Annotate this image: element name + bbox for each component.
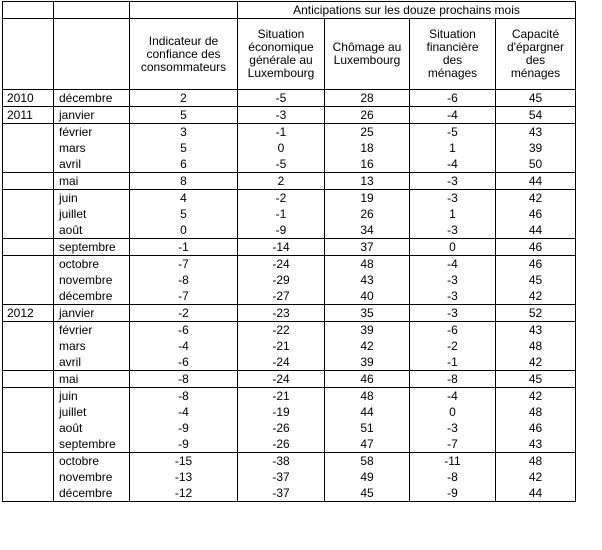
value-cell (238, 453, 325, 502)
value: 2 (180, 91, 187, 105)
super-header: Anticipations sur les douze prochains mois (238, 2, 576, 19)
year-cell (3, 190, 54, 239)
month-label: octobre (59, 257, 100, 271)
value: 0 (180, 223, 187, 237)
value: -4 (178, 405, 189, 419)
table-row-group (3, 305, 576, 322)
value-cell (325, 190, 410, 239)
value-cell (410, 124, 496, 173)
super-header-row (3, 2, 576, 19)
value-cell (238, 305, 325, 322)
value-cell (130, 388, 238, 453)
value-cell (410, 256, 496, 305)
column-header (410, 19, 496, 90)
value: 42 (528, 389, 543, 403)
value: 47 (360, 437, 374, 451)
value: 48 (528, 405, 543, 419)
value-cell (496, 371, 576, 388)
month-label: janvier (59, 108, 95, 122)
month-label: décembre (59, 486, 113, 500)
value-cell (496, 239, 576, 256)
year-cell (3, 124, 54, 173)
value-cell (130, 107, 238, 124)
value: 1 (449, 141, 456, 155)
value: -7 (178, 257, 189, 271)
value: -9 (275, 223, 287, 237)
year-label (7, 124, 53, 140)
value-cell (238, 256, 325, 305)
value-cell (238, 90, 325, 107)
value: -11 (444, 454, 461, 468)
value-cell (130, 322, 238, 371)
value-cell (130, 256, 238, 305)
value: 42 (528, 289, 543, 303)
value: -8 (447, 372, 458, 386)
year-cell (3, 256, 54, 305)
month-label: août (59, 223, 83, 237)
year-label (7, 239, 53, 255)
year-label (7, 453, 53, 469)
value-cell (325, 173, 410, 190)
month-label: septembre (59, 240, 116, 254)
column-header-line: confiance des (146, 46, 221, 61)
year-cell (3, 322, 54, 371)
value: 42 (360, 339, 374, 353)
table-row-group (3, 190, 576, 239)
value: -37 (272, 470, 290, 484)
value: -4 (447, 108, 458, 122)
month-label: juin (59, 389, 78, 403)
month-label: novembre (59, 470, 113, 484)
value: -12 (174, 486, 193, 500)
year-cell (3, 107, 54, 124)
value: 42 (528, 470, 543, 484)
value-cell (238, 388, 325, 453)
value: 39 (360, 323, 374, 337)
value: 26 (360, 108, 374, 122)
value: -2 (447, 339, 458, 353)
value: -5 (275, 157, 287, 171)
value: -4 (447, 389, 458, 403)
value: 37 (360, 240, 374, 254)
month-label: mars (59, 339, 86, 353)
corner-cell-year (3, 2, 54, 19)
month-cell (54, 371, 130, 388)
value: -9 (178, 421, 189, 435)
value: -8 (178, 389, 189, 403)
value: 51 (360, 421, 374, 435)
column-header-line: Indicateur de (148, 33, 219, 48)
confidence-table (2, 1, 576, 502)
value: -8 (178, 372, 189, 386)
value: -3 (275, 108, 287, 122)
value: 44 (528, 486, 543, 500)
value: 54 (528, 108, 543, 122)
month-cell (54, 239, 130, 256)
header-empty-year (3, 19, 54, 90)
value: -3 (447, 289, 458, 303)
value: 46 (528, 240, 543, 254)
value-cell (410, 239, 496, 256)
value: -7 (447, 437, 458, 451)
column-header-line: ménages (427, 66, 478, 80)
value: 46 (528, 421, 543, 435)
value: 25 (360, 125, 374, 139)
value: -23 (272, 306, 290, 320)
column-header-line: Luxembourg (247, 66, 315, 80)
value: 46 (360, 372, 374, 386)
month-label: juin (59, 191, 78, 205)
value: 42 (528, 191, 543, 205)
value: 43 (360, 273, 374, 287)
month-label: mai (59, 372, 79, 386)
month-label: octobre (59, 454, 100, 468)
value-cell (130, 371, 238, 388)
value: 5 (180, 108, 187, 122)
value-cell (410, 305, 496, 322)
column-header (238, 19, 325, 90)
value: 58 (360, 454, 374, 468)
value: -1 (178, 240, 189, 254)
month-cell (54, 190, 130, 239)
table-row-group (3, 90, 576, 107)
value-cell (496, 190, 576, 239)
column-header-line: Situation (257, 27, 305, 41)
value-cell (130, 305, 238, 322)
month-label: avril (59, 157, 82, 171)
value-cell (410, 371, 496, 388)
value: 5 (180, 207, 187, 221)
month-label: février (59, 125, 93, 139)
value: -1 (275, 207, 287, 221)
value-cell (496, 173, 576, 190)
column-header-row (3, 19, 576, 90)
value: 52 (528, 306, 543, 320)
month-label: septembre (59, 437, 116, 451)
month-cell (54, 256, 130, 305)
value: -5 (275, 91, 287, 105)
value: 0 (449, 240, 456, 254)
value: 13 (360, 174, 374, 188)
value-cell (325, 305, 410, 322)
month-cell (54, 388, 130, 453)
value-cell (325, 371, 410, 388)
year-label (7, 388, 53, 404)
value-cell (496, 256, 576, 305)
value: -2 (275, 191, 287, 205)
table-row-group (3, 453, 576, 502)
value: 0 (277, 141, 285, 155)
month-label: décembre (59, 289, 113, 303)
column-header-line: Chômage au (332, 40, 402, 54)
value-cell (130, 453, 238, 502)
value: -8 (447, 470, 458, 484)
value-cell (325, 90, 410, 107)
value: 49 (360, 470, 374, 484)
column-header-line: financière (426, 40, 479, 54)
value: 1 (449, 207, 456, 221)
value: 44 (528, 174, 543, 188)
month-label: avril (59, 355, 82, 369)
value: -7 (178, 289, 189, 303)
value: -1 (275, 125, 287, 139)
value: -3 (447, 273, 458, 287)
value: 48 (360, 389, 374, 403)
value: 44 (360, 405, 374, 419)
month-label: janvier (59, 306, 95, 320)
value: -37 (272, 486, 290, 500)
table-row-group (3, 124, 576, 173)
value: -15 (174, 454, 193, 468)
value-cell (238, 190, 325, 239)
value-cell (238, 124, 325, 173)
value: 44 (528, 223, 543, 237)
value: -4 (178, 339, 189, 353)
value-cell (130, 124, 238, 173)
month-label: juillet (59, 207, 87, 221)
year-label: 2012 (7, 306, 34, 320)
value-cell (325, 388, 410, 453)
value: -24 (272, 355, 290, 369)
value-cell (410, 90, 496, 107)
value-cell (410, 322, 496, 371)
value: -5 (447, 125, 458, 139)
year-label: 2010 (7, 91, 34, 105)
value-cell (410, 190, 496, 239)
value: -38 (272, 454, 290, 468)
value-cell (496, 107, 576, 124)
value: 39 (360, 355, 374, 369)
value: 48 (360, 257, 374, 271)
value-cell (130, 173, 238, 190)
value: 40 (360, 289, 374, 303)
value: 18 (360, 141, 374, 155)
value: -4 (447, 257, 458, 271)
value: -27 (272, 289, 290, 303)
header-empty-month (54, 19, 130, 90)
value: 42 (528, 355, 543, 369)
year-cell (3, 305, 54, 322)
column-header-line: Luxembourg (333, 53, 401, 67)
value-cell (496, 305, 576, 322)
column-header-line: d'épargner (507, 40, 564, 54)
value-cell (238, 239, 325, 256)
column-header-line: Situation (429, 27, 476, 41)
value: -24 (272, 257, 290, 271)
value-cell (496, 124, 576, 173)
value-cell (325, 453, 410, 502)
value: -6 (447, 91, 458, 105)
value-cell (130, 239, 238, 256)
value-cell (325, 107, 410, 124)
year-cell (3, 388, 54, 453)
value-cell (496, 90, 576, 107)
value: -6 (178, 355, 189, 369)
table-row-group (3, 256, 576, 305)
value: -3 (447, 191, 458, 205)
value: -14 (272, 240, 290, 254)
year-label (7, 256, 53, 272)
table-row-group (3, 173, 576, 190)
month-cell (54, 173, 130, 190)
month-label: mars (59, 141, 86, 155)
table-row-group (3, 388, 576, 453)
value: 45 (528, 91, 543, 105)
value: 50 (528, 157, 543, 171)
year-cell (3, 371, 54, 388)
corner-cell-indicator (130, 2, 238, 19)
value-cell (325, 124, 410, 173)
column-header-line: des (525, 53, 546, 67)
value-cell (410, 107, 496, 124)
value: 16 (360, 157, 374, 171)
value: -19 (272, 405, 290, 419)
year-cell (3, 173, 54, 190)
year-label: 2011 (7, 108, 33, 122)
value-cell (238, 173, 325, 190)
value: 46 (528, 257, 543, 271)
value: 46 (528, 207, 543, 221)
value: 34 (360, 223, 374, 237)
value: -3 (447, 306, 458, 320)
value: -26 (272, 437, 290, 451)
value: 3 (180, 125, 187, 139)
value-cell (130, 90, 238, 107)
value: -21 (272, 389, 290, 403)
value: 43 (528, 323, 543, 337)
value-cell (496, 453, 576, 502)
year-cell (3, 453, 54, 502)
column-header-line: consommateurs (140, 59, 227, 74)
value: 35 (360, 306, 374, 320)
value: -3 (447, 174, 458, 188)
value: -8 (178, 273, 189, 287)
value-cell (130, 190, 238, 239)
value: -3 (447, 421, 458, 435)
value: -6 (178, 323, 189, 337)
value-cell (325, 239, 410, 256)
year-label (7, 173, 53, 189)
value: 48 (528, 454, 543, 468)
value: -29 (272, 273, 290, 287)
table-row-group (3, 239, 576, 256)
value-cell (238, 107, 325, 124)
value-cell (410, 173, 496, 190)
value-cell (325, 256, 410, 305)
month-cell (54, 322, 130, 371)
month-cell (54, 305, 130, 322)
value: 39 (528, 141, 543, 155)
column-header-line: générale au (249, 53, 313, 67)
table-row-group (3, 107, 576, 124)
value: 48 (528, 339, 543, 353)
value: -24 (272, 372, 290, 386)
value: 0 (449, 405, 456, 419)
month-label: mai (59, 174, 79, 188)
month-label: décembre (59, 91, 113, 105)
year-label (7, 322, 53, 338)
value: -9 (447, 486, 458, 500)
value: -6 (447, 323, 458, 337)
column-header-line: Capacité (511, 27, 560, 41)
year-label (7, 371, 53, 387)
value: -1 (447, 355, 458, 369)
value: -21 (272, 339, 290, 353)
column-header (325, 19, 410, 90)
year-cell (3, 239, 54, 256)
value: 43 (528, 125, 543, 139)
value: 45 (528, 372, 543, 386)
table-row-group (3, 371, 576, 388)
value-cell (238, 371, 325, 388)
column-header-line: des (442, 53, 463, 67)
month-label: juillet (59, 405, 87, 419)
year-cell (3, 90, 54, 107)
column-header-line: ménages (510, 66, 561, 80)
value: -2 (178, 306, 189, 320)
value: 5 (180, 141, 187, 155)
value-cell (410, 453, 496, 502)
value-cell (325, 322, 410, 371)
value-cell (496, 322, 576, 371)
value-cell (410, 388, 496, 453)
corner-cell-month (54, 2, 130, 19)
month-cell (54, 107, 130, 124)
value: 6 (180, 157, 187, 171)
column-header (130, 19, 238, 90)
month-cell (54, 90, 130, 107)
column-header-line: économique (248, 40, 314, 54)
value: 45 (360, 486, 374, 500)
month-label: août (59, 421, 83, 435)
value: 43 (528, 437, 543, 451)
value: -9 (178, 437, 189, 451)
value: -22 (272, 323, 290, 337)
value: 28 (360, 91, 374, 105)
value: -4 (447, 157, 458, 171)
value: -26 (272, 421, 290, 435)
value: 2 (277, 174, 285, 188)
value: 26 (360, 207, 374, 221)
value-cell (238, 322, 325, 371)
value: 4 (180, 191, 187, 205)
value: 19 (360, 191, 374, 205)
value: -3 (447, 223, 458, 237)
value: 45 (528, 273, 543, 287)
value: 8 (180, 174, 187, 188)
month-label: février (59, 323, 93, 337)
month-label: novembre (59, 273, 113, 287)
month-cell (54, 124, 130, 173)
value: -13 (174, 470, 193, 484)
column-header (496, 19, 576, 90)
value-cell (496, 388, 576, 453)
year-label (7, 190, 53, 206)
month-cell (54, 453, 130, 502)
table-row-group (3, 322, 576, 371)
